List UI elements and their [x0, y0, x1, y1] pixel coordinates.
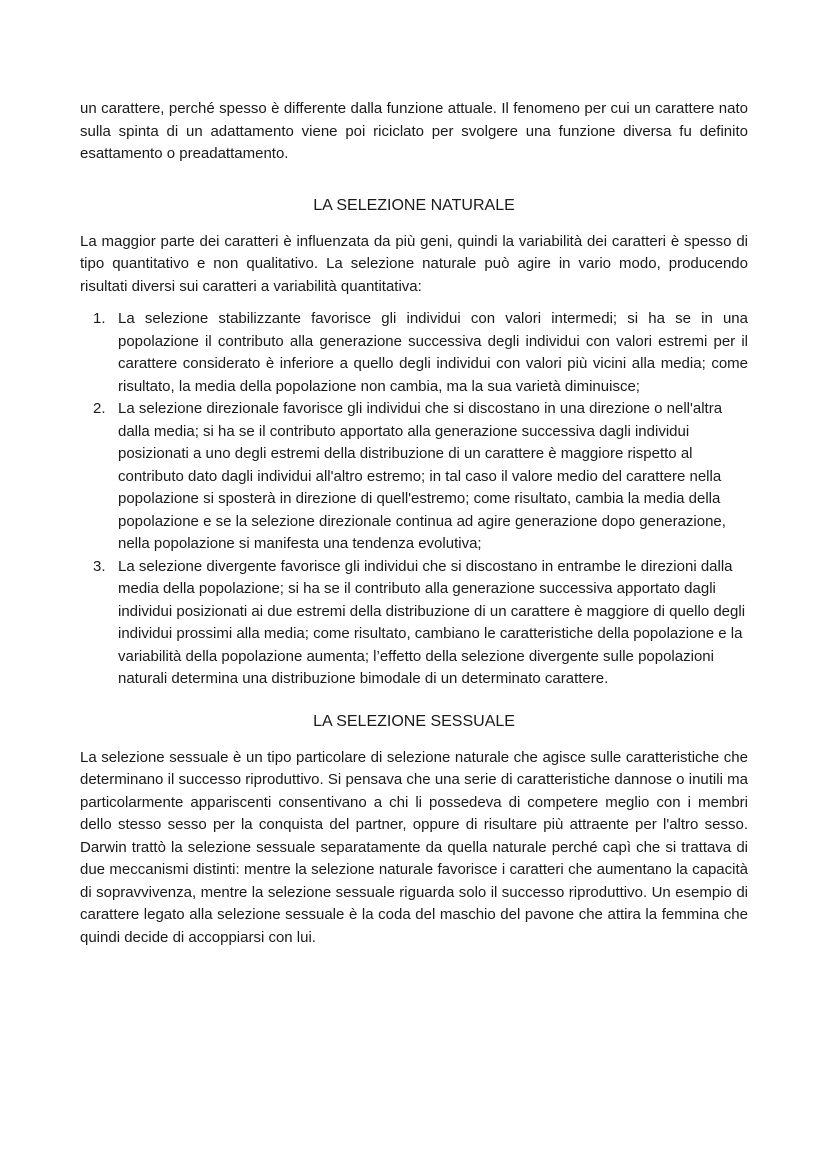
- list-item-number: 3.: [93, 557, 106, 575]
- list-item-text: La selezione stabilizzante favorisce gli individui con valori intermedi; si ha se in una popolazione il contributo alla generazione successiva degli individui con valori estremi per il carattere considerato è inferiore a quello degli individui con valori più vicini alla media; come risultato, la media della popolazione non cambia, ma la sua varietà diminuisce;: [118, 310, 748, 395]
- list-item: [80, 398, 748, 556]
- intro-paragraph: un carattere, perché spesso è differente dalla funzione attuale. Il fenomeno per cui un carattere nato sulla spinta di un adattamento viene poi riciclato per svolgere una funzione diversa fu definito esattamento o preadattamento.: [80, 100, 748, 162]
- natural-selection-paragraph: La maggior parte dei caratteri è influenzata da più geni, quindi la variabilità dei caratteri è spesso di tipo quantitativo e non qualitativo. La selezione naturale può agire in vario modo, producendo risultati diversi sui caratteri a variabilità quantitativa:: [80, 232, 748, 295]
- sexual-selection-paragraph: La selezione sessuale è un tipo particolare di selezione naturale che agisce sulle caratteristiche che determinano il successo riproduttivo. Si pensava che una serie di caratteristiche dannose o inutili ma particolarmente appariscenti consentivano a chi li possedeva di competere meglio con i membri dello stesso sesso per la conquista del partner, oppure di risultare più attraente per l'altro sesso. Darwin trattò la selezione sessuale separatamente da quella naturale perché capì che si trattava di due meccanismi distinti: mentre la selezione naturale favorisce i caratteri che aumentano la capacità di sopravvivenza, mentre la selezione sessuale riguarda solo il successo riproduttivo. Un esempio di carattere legato alla selezione sessuale è la coda del maschio del pavone che attira la femmina che quindi decide di accoppiarsi con lui.: [80, 748, 748, 946]
- section-heading-sexual-selection: LA SELEZIONE SESSUALE: [313, 712, 515, 730]
- list-item: [80, 556, 748, 691]
- list-item-text: La selezione divergente favorisce gli individui che si discostano in entrambe le direzioni dalla media della popolazione; si ha se il contributo alla generazione successiva apportato dagli individui posizionati ai due estremi della distribuzione di un carattere è maggiore di quello degli individui prossimi alla media; come risultato, cambiano le caratteristiche della popolazione e la variabilità della popolazione aumenta; l’effetto della selezione divergente sulle popolazioni naturali determina una distribuzione bimodale di un determinato carattere.: [118, 557, 746, 687]
- list-item-number: 2.: [93, 400, 106, 417]
- section-heading-natural-selection: LA SELEZIONE NATURALE: [313, 196, 515, 214]
- list-item-text: La selezione direzionale favorisce gli individui che si discostano in una direzione o nell'altra dalla media; si ha se il contributo apportato alla generazione successiva dagli individui posizionati a uno degli estremi della distribuzione di un carattere è maggiore rispetto al contributo dato dagli individui all'altro estremo; in tal caso il valore medio del carattere nella popolazione si sposterà in direzione di quell'estremo; come risultato, cambia la media della popolazione e se la selezione direzionale continua ad agire generazione dopo generazione, nella popolazione si manifesta una tendenza evolutiva;: [118, 400, 726, 552]
- list-item: [80, 308, 748, 398]
- selection-types-list: [80, 308, 748, 691]
- list-item-number: 1.: [93, 310, 106, 327]
- document-page: [80, 98, 748, 949]
